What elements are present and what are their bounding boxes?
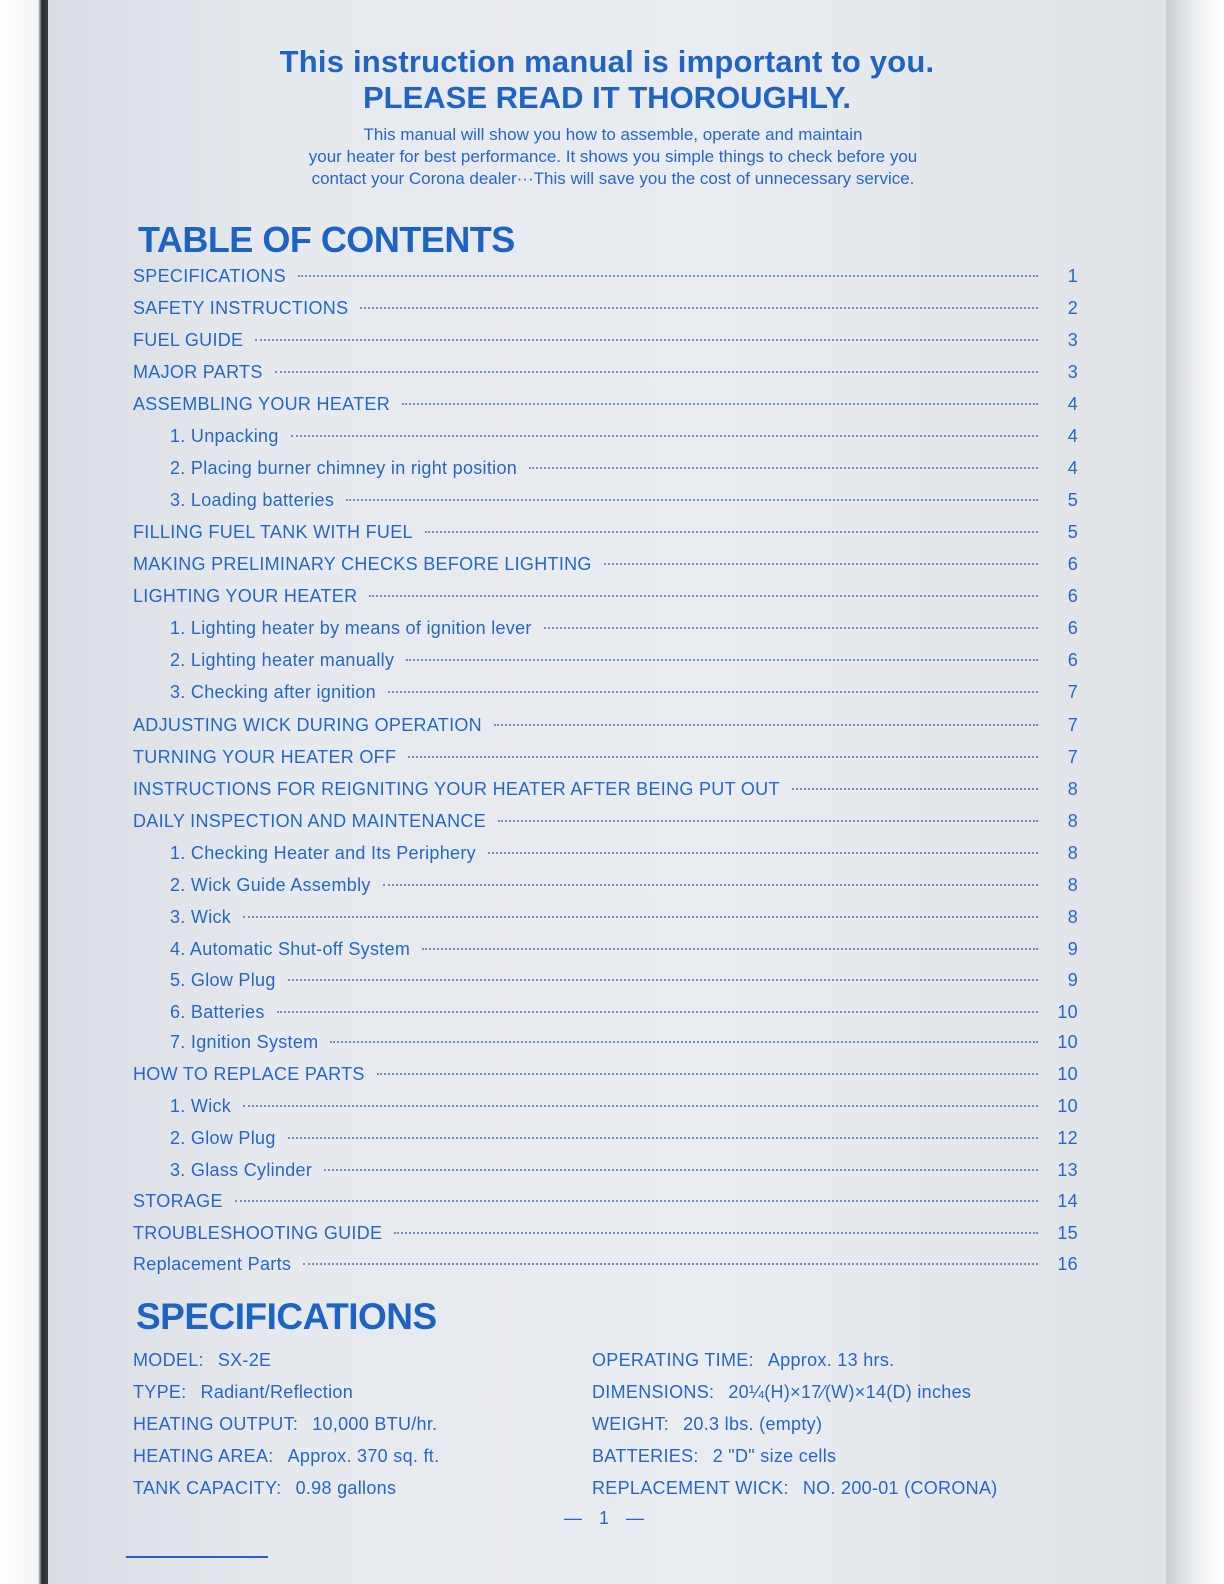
toc-entry [170, 458, 1078, 486]
toc-dot-leader [488, 852, 1038, 854]
toc-entry-label: 1. Lighting heater by means of ignition lever [170, 618, 532, 638]
spec-key: TYPE: [133, 1382, 187, 1402]
toc-entry [170, 1128, 1078, 1156]
toc-entry-page: 7 [1067, 747, 1078, 767]
toc-entry-page: 8 [1067, 875, 1078, 895]
toc-entry-page: 10 [1057, 1032, 1078, 1052]
intro-line: contact your Corona dealer···This will save you the cost of unnecessary service. [311, 169, 915, 188]
toc-entry-page: 8 [1067, 907, 1078, 927]
toc-dot-leader [255, 339, 1038, 341]
spec-key: HEATING OUTPUT: [133, 1414, 299, 1434]
spec-item [133, 1378, 439, 1410]
toc-entry [133, 330, 1078, 358]
spec-key: HEATING AREA: [133, 1446, 274, 1466]
toc-dot-leader [277, 1011, 1038, 1013]
toc-entry-page: 6 [1067, 650, 1078, 670]
spec-value: Radiant/Reflection [200, 1382, 354, 1402]
spec-value: 0.98 gallons [295, 1478, 397, 1498]
toc-dot-leader [422, 948, 1038, 950]
toc-entry [170, 426, 1078, 454]
toc-entry-page: 10 [1057, 1096, 1078, 1116]
toc-entry [170, 843, 1078, 871]
toc-entry [133, 554, 1078, 582]
toc-entry-label: ADJUSTING WICK DURING OPERATION [133, 715, 482, 735]
spec-value: NO. 200-01 (CORONA) [802, 1478, 998, 1498]
toc-entry [170, 875, 1078, 903]
toc-dot-leader [383, 884, 1038, 886]
toc-entry-label: 1. Unpacking [170, 426, 279, 446]
spec-key: MODEL: [133, 1350, 204, 1370]
toc-entry [170, 907, 1078, 935]
spec-item [592, 1378, 998, 1410]
toc-entry-page: 12 [1057, 1128, 1078, 1148]
toc-dot-leader [288, 979, 1038, 981]
toc-entry [170, 1160, 1078, 1188]
toc-entry-page: 10 [1057, 1064, 1078, 1084]
toc-entry [133, 747, 1078, 775]
intro-line: This manual will show you how to assemble, operate and maintain [363, 125, 863, 144]
toc-entry-label: ASSEMBLING YOUR HEATER [133, 394, 390, 414]
spec-item [592, 1346, 998, 1378]
toc-dot-leader [377, 1073, 1038, 1075]
toc-dot-leader [408, 756, 1038, 758]
toc-dot-leader [330, 1041, 1038, 1043]
toc-entry-label: HOW TO REPLACE PARTS [133, 1064, 365, 1084]
intro-line: your heater for best performance. It shows you simple things to check before you [308, 147, 918, 166]
toc-dot-leader [529, 467, 1038, 469]
toc-entry-label: TURNING YOUR HEATER OFF [133, 747, 397, 767]
toc-entry-label: 2. Lighting heater manually [170, 650, 395, 670]
toc-dot-leader [298, 275, 1038, 277]
spec-value: 10,000 BTU/hr. [312, 1414, 438, 1434]
spec-value: 2 "D" size cells [712, 1446, 837, 1466]
toc-entry-page: 6 [1067, 618, 1078, 638]
toc-entry-page: 4 [1067, 458, 1078, 478]
toc-dot-leader [544, 627, 1038, 629]
toc-entry [170, 618, 1078, 646]
toc-entry [170, 682, 1078, 710]
spec-key: REPLACEMENT WICK: [592, 1478, 789, 1498]
toc-entry-label: MAJOR PARTS [133, 362, 263, 382]
toc-entry-page: 4 [1067, 394, 1078, 414]
specifications-title: SPECIFICATIONS [136, 1296, 437, 1337]
toc-title: TABLE OF CONTENTS [138, 219, 515, 260]
toc-entry [133, 811, 1078, 839]
spec-key: TANK CAPACITY: [133, 1478, 282, 1498]
toc-entry-page: 1 [1067, 266, 1078, 286]
toc-entry-page: 7 [1067, 682, 1078, 702]
toc-entry [133, 1191, 1078, 1219]
toc-entry [170, 1002, 1078, 1030]
toc-entry-label: 4. Automatic Shut-off System [170, 939, 411, 959]
toc-dot-leader [498, 820, 1038, 822]
toc-dot-leader [235, 1200, 1038, 1202]
spec-item [133, 1410, 439, 1442]
toc-entry-label: 5. Glow Plug [170, 970, 276, 990]
toc-entry [133, 522, 1078, 550]
toc-dot-leader [275, 371, 1038, 373]
toc-entry-page: 8 [1067, 843, 1078, 863]
toc-entry-page: 6 [1067, 554, 1078, 574]
toc-entry-page: 8 [1067, 811, 1078, 831]
toc-entry-label: 3. Checking after ignition [170, 682, 376, 702]
toc-entry-label: 7. Ignition System [170, 1032, 319, 1052]
toc-entry [170, 939, 1078, 967]
toc-entry [170, 970, 1078, 998]
spec-item [592, 1474, 998, 1506]
toc-entry-label: 3. Loading batteries [170, 490, 335, 510]
toc-dot-leader [425, 531, 1038, 533]
toc-dot-leader [243, 1105, 1038, 1107]
toc-entry-page: 9 [1067, 939, 1078, 959]
specs-left-column [133, 1346, 439, 1506]
toc-dot-leader [494, 724, 1038, 726]
toc-entry-label: 2. Glow Plug [170, 1128, 276, 1148]
spec-key: WEIGHT: [592, 1414, 670, 1434]
toc-dot-leader [604, 563, 1038, 565]
toc-entry-page: 10 [1057, 1002, 1078, 1022]
toc-entry-label: FILLING FUEL TANK WITH FUEL [133, 522, 413, 542]
toc-entry-label: 3. Glass Cylinder [170, 1160, 313, 1180]
spec-value: 20.3 lbs. (empty) [683, 1414, 823, 1434]
manual-page [48, 0, 1166, 1584]
spec-item [592, 1410, 998, 1442]
toc-entry-label: STORAGE [133, 1191, 223, 1211]
toc-dot-leader [291, 435, 1038, 437]
toc-dot-leader [402, 403, 1038, 405]
specs-right-column [592, 1346, 998, 1506]
spec-item [592, 1442, 998, 1474]
toc-entry [133, 779, 1078, 807]
toc-entry-label: 1. Checking Heater and Its Periphery [170, 843, 476, 863]
toc-dot-leader [303, 1263, 1038, 1265]
toc-dot-leader [360, 307, 1038, 309]
spec-key: OPERATING TIME: [592, 1350, 754, 1370]
toc-entry [133, 1254, 1078, 1282]
toc-entry-label: LIGHTING YOUR HEATER [133, 586, 358, 606]
toc-entry [133, 1223, 1078, 1251]
toc-dot-leader [288, 1137, 1038, 1139]
toc-entry-label: DAILY INSPECTION AND MAINTENANCE [133, 811, 486, 831]
page-header [48, 44, 1166, 116]
toc-entry-page: 3 [1067, 362, 1078, 382]
toc-entry-label: INSTRUCTIONS FOR REIGNITING YOUR HEATER AFTER BEING PUT OUT [133, 779, 780, 799]
toc-entry-label: 2. Wick Guide Assembly [170, 875, 371, 895]
toc-entry [133, 715, 1078, 743]
toc-entry [170, 650, 1078, 678]
toc-entry-page: 3 [1067, 330, 1078, 350]
toc-entry-page: 5 [1067, 490, 1078, 510]
toc-entry-label: 3. Wick [170, 907, 232, 927]
toc-entry [170, 1096, 1078, 1124]
toc-entry-page: 8 [1067, 779, 1078, 799]
header-line-2: PLEASE READ IT THOROUGHLY. [362, 80, 852, 115]
header-line-1: This instruction manual is important to you. [279, 44, 935, 79]
spec-value: Approx. 370 sq. ft. [287, 1446, 440, 1466]
toc-entry-page: 16 [1057, 1254, 1078, 1274]
toc-entry-page: 5 [1067, 522, 1078, 542]
toc-dot-leader [406, 659, 1038, 661]
toc-entry-page: 4 [1067, 426, 1078, 446]
toc-entry-page: 14 [1057, 1191, 1078, 1211]
page-number: — 1 — [564, 1508, 651, 1528]
toc-dot-leader [324, 1169, 1038, 1171]
toc-entry-page: 7 [1067, 715, 1078, 735]
toc-entry [170, 1032, 1078, 1060]
toc-entry-label: Replacement Parts [133, 1254, 292, 1274]
spec-item [133, 1442, 439, 1474]
toc-dot-leader [346, 499, 1038, 501]
toc-dot-leader [243, 916, 1038, 918]
toc-entry-label: MAKING PRELIMINARY CHECKS BEFORE LIGHTING [133, 554, 592, 574]
toc-entry-label: 6. Batteries [170, 1002, 265, 1022]
toc-entry-label: FUEL GUIDE [133, 330, 244, 350]
toc-dot-leader [369, 595, 1038, 597]
toc-entry-page: 15 [1057, 1223, 1078, 1243]
toc-dot-leader [388, 691, 1038, 693]
toc-entry-label: SPECIFICATIONS [133, 266, 286, 286]
toc-entry-label: 2. Placing burner chimney in right position [170, 458, 518, 478]
spec-key: BATTERIES: [592, 1446, 699, 1466]
toc-entry [170, 490, 1078, 518]
spec-value: 20¼(H)×17⁄(W)×14(D) inches [728, 1382, 972, 1402]
toc-entry-page: 13 [1057, 1160, 1078, 1180]
intro-paragraph [218, 124, 1008, 190]
spec-item [133, 1346, 439, 1378]
toc-dot-leader [792, 788, 1038, 790]
toc-entry [133, 394, 1078, 422]
toc-entry-page: 9 [1067, 970, 1078, 990]
scan-shadow-right [1166, 0, 1224, 1584]
toc-entry-label: 1. Wick [170, 1096, 232, 1116]
scan-shadow-left [0, 0, 48, 1584]
toc-entry [133, 586, 1078, 614]
toc-entry-page: 6 [1067, 586, 1078, 606]
toc-entry [133, 266, 1078, 294]
spec-value: Approx. 13 hrs. [767, 1350, 895, 1370]
toc-dot-leader [394, 1232, 1038, 1234]
toc-entry-label: SAFETY INSTRUCTIONS [133, 298, 349, 318]
spec-key: DIMENSIONS: [592, 1382, 715, 1402]
toc-entry [133, 298, 1078, 326]
underline-mark [126, 1556, 268, 1558]
spec-value: SX-2E [217, 1350, 272, 1370]
toc-entry [133, 1064, 1078, 1092]
toc-entry-page: 2 [1067, 298, 1078, 318]
spec-item [133, 1474, 439, 1506]
toc-entry [133, 362, 1078, 390]
toc-entry-label: TROUBLESHOOTING GUIDE [133, 1223, 383, 1243]
